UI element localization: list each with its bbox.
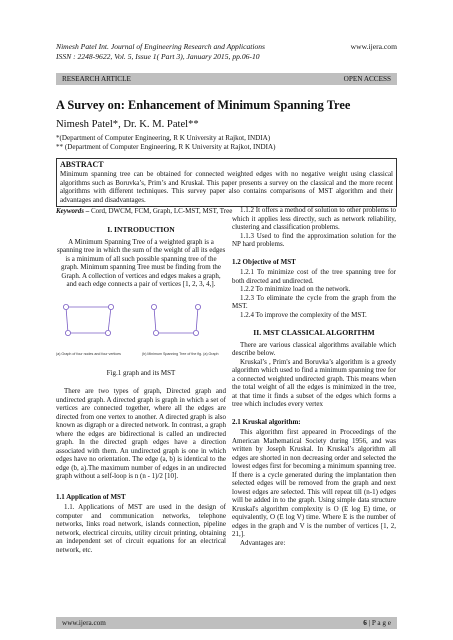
footer-website[interactable]: www.ijera.com: [62, 619, 106, 627]
graph-types-paragraph: There are two types of graph, Directed graph and undirected graph. A directed graph is graph in which a set of vertices are connected together, where all the edges are directed from one vertex to another. A directed graph is also known as digraph or a directed network. In contrast, a graph where the edges are bidirectional is called an undirected graph. In the directed graph edges have a direction associated with them. An undirected graph is one in which edges have no orientation. The edge (a, b) is identical to the edge (b, a).The maximum number of edges in an undirected graph without a self-loop is n (n - 1)/2 [10].: [56, 387, 226, 480]
figure-sub-a: (a) Graph of four nodes and four vertices: [56, 351, 121, 356]
objective-2: 1.2.2 To minimize load on the network.: [240, 285, 351, 293]
item-1-1-3: 1.1.3 Used to find the approximation solution for the NP hard problems.: [232, 231, 396, 248]
objective-4: 1.2.4 To improve the complexity of the MST.: [240, 310, 367, 319]
article-type-label: RESEARCH ARTICLE: [62, 75, 131, 83]
item-1-1-2: 1.1.2 It offers a method of solution to other problems to which it applies less directly, such as network reliability, clustering and classification problems.: [232, 206, 396, 231]
header-website[interactable]: www.ijera.com: [350, 42, 397, 51]
issn-line: ISSN : 2248-9622, Vol. 5, Issue 1( Part 3), January 2015, pp.06-10: [56, 52, 260, 61]
application-heading: 1.1 Application of MST: [56, 492, 126, 501]
article-type-banner: [56, 73, 397, 85]
keywords-text: Cord, DWCM, FCM, Graph, LC-MST, MST, Tree: [89, 207, 233, 215]
objective-1: 1.2.1 To minimize cost of the tree spanning tree for both directed and undirected.: [232, 268, 396, 285]
journal-line: Nimesh Patel Int. Journal of Engineering Research and Applications: [56, 42, 266, 51]
figure-caption: Fig.1 graph and its MST: [106, 368, 176, 377]
abstract-heading: ABSTRACT: [60, 160, 104, 169]
kruskal-heading: 2.1 Kruskal algorithm:: [232, 417, 301, 426]
keywords-label: Keywords –: [56, 207, 90, 215]
affiliation-2: ** (Department of Computer Engineering, R K University at Rajkot, INDIA): [56, 143, 276, 151]
kruskal-text: This algorithm first appeared in Proceedings of the American Mathematical Society during 1956, and was written by Joseph Kruskal. In Kruskal’s algorithm all edges are shorted in non decreasing order and selected the lowest edges first for becoming a minimum spanning tree. If there is a cycle generated during the implantation then selected edges will be removed from the graph and next lowest edges are selected. This will repeat till (n-1) edges will be added in to the graph. Using simple data structure Kruskal's algorithm complexity is O (E log E) time, or equivalently, O (E log V) time. Where E is the number of edges in the graph and V is the number of vertices [1, 2, 21,].: [232, 428, 396, 538]
page-number-value: 6: [363, 619, 367, 627]
intro-heading: I. INTRODUCTION: [107, 225, 175, 234]
figure-sub-b: (b) Minimum Spanning Tree of the fig. (a) Graph: [142, 351, 219, 356]
left-column: [56, 216, 226, 554]
running-header: [56, 42, 397, 62]
open-access-label: OPEN ACCESS: [343, 75, 391, 83]
objective-3: 1.2.3 To eliminate the cycle from the graph from the MST.: [232, 293, 396, 310]
intro-text: A Minimum Spanning Tree of a weighted graph is a spanning tree in which the sum of the weight of all its edges is a minimum of all such possible spanning tree of the graph. Minimum spanning Tree must be finding from the Graph. A collection of vertices and edges makes a graph, and each edge connects a pair of vertices [1, 2, 3, 4,].: [56, 237, 226, 288]
keywords: [56, 207, 234, 216]
graph-a: [63, 304, 113, 335]
affiliation-1: *(Department of Computer Engineering, R K University at Rajkot, INDIA): [56, 134, 271, 142]
advantages-label: Advantages are:: [240, 538, 286, 547]
figure-1: [56, 295, 226, 365]
objective-heading: 1.2 Objective of MST: [232, 257, 296, 266]
page-number: [363, 617, 391, 629]
page-label: | P a g e: [366, 619, 391, 627]
application-text: 1.1. Applications of MST are used in the design of computer and communication networks, telephone networks, links road network, islands connection, pipeline network, electrical circuits, utility circuit printing, obtaining an independent set of circuit equations for an electrical network, etc.: [56, 503, 226, 554]
footer-bar: [56, 617, 397, 629]
graph-figure: [56, 295, 226, 365]
abstract-box: [56, 158, 397, 207]
paper-title: A Survey on: Enhancement of Minimum Spanning Tree: [56, 98, 351, 112]
section-2-greedy: Kruskal’s , Prim's and Boruvka’s algorithm is a greedy algorithm which used to find a minimum spanning tree for a connected weighted undirected graph. This means when the total weight of all the edges is minimized in the tree, at that time it finds a subset of the edges which forms a tree which includes every vertex: [232, 357, 396, 408]
abstract-text: Minimum spanning tree can be obtained for connected weighted edges with no negative weight using classical algorithms such as Boruvka’s, Prim’s and Kruskal. This paper presents a survey on the classical and the more recent algorithms with different techniques. This survey paper also contains comparisons of MST algorithm and their advantages and disadvantages.: [60, 170, 393, 204]
right-column: [232, 206, 396, 547]
section-2-heading: II. MST CLASSICAL ALGORITHM: [253, 328, 375, 337]
graph-b: [151, 304, 200, 335]
paper-authors: Nimesh Patel*, Dr. K. M. Patel**: [56, 119, 199, 130]
section-2-intro: There are various classical algorithms available which describe below.: [232, 340, 396, 357]
